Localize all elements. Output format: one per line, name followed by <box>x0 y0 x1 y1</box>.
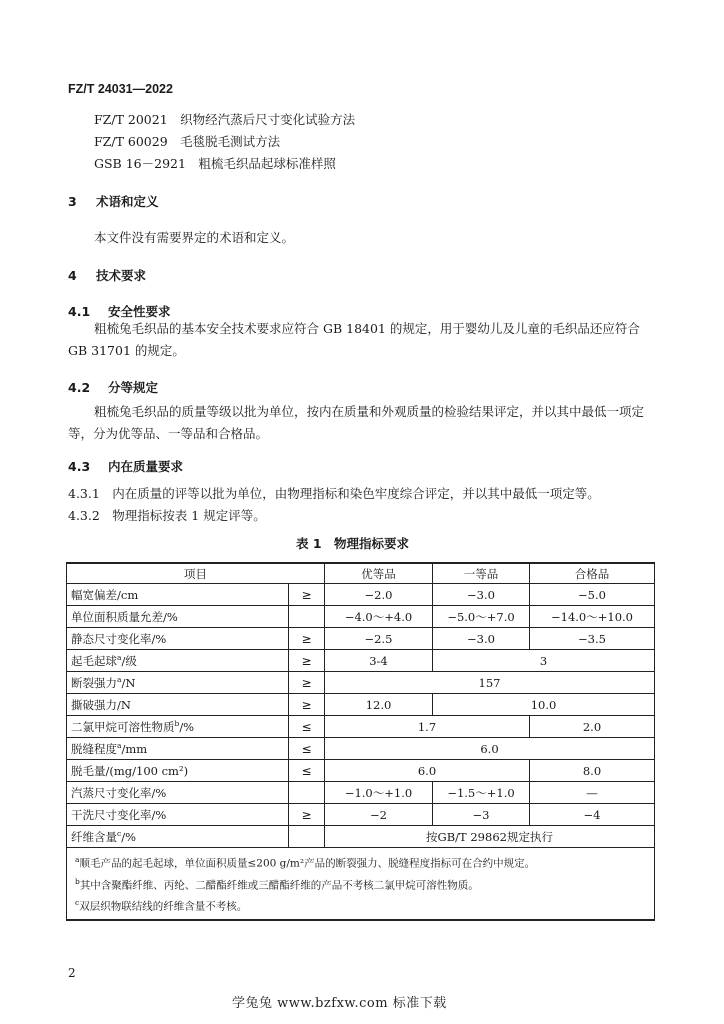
section-title: 分等规定 <box>108 380 159 395</box>
cell-value: −3.5 <box>530 628 655 650</box>
cell-value: 10.0 <box>433 694 655 716</box>
clause-4-3-1: 4.3.1 内在质量的评等以批为单位，由物理指标和染色牢度综合评定，并以其中最低一项定等。 <box>68 486 600 501</box>
table-row <box>67 760 655 782</box>
cell-value: −5.0 <box>530 584 655 606</box>
footnote: $^a$顺毛产品的起毛起球，单位面积质量≤200 g/m²产品的断裂强力、脱缝程度指标可在合约中规定。 <box>75 855 536 870</box>
section-4-1-text: 粗梳兔毛织品的基本安全技术要求应符合 GB 18401 的规定，用于婴幼儿及儿童的毛织品还应符合 GB 31701 的规定。 <box>68 321 640 358</box>
cell-value: 2.0 <box>530 716 655 738</box>
comparison-symbol: ≤ <box>289 716 325 738</box>
comparison-symbol <box>289 826 325 848</box>
cell-value: −2.5 <box>325 628 433 650</box>
section-4-2-heading <box>68 378 158 396</box>
cell-value: −3.0 <box>433 628 530 650</box>
cell-value: −4.0～+4.0 <box>325 606 433 628</box>
comparison-symbol: ≤ <box>289 738 325 760</box>
reference-item: GSB 16－2921 粗梳毛织品起球标准样照 <box>94 156 336 171</box>
table-row <box>67 606 655 628</box>
row-label: 脱缝程度$^a$/mm <box>67 738 289 760</box>
footnote: $^b$其中含聚酯纤维、丙纶、二醋酯纤维或三醋酯纤维的产品不考核二氯甲烷可溶性物质。 <box>75 876 479 891</box>
row-label: 单位面积质量允差/% <box>67 606 289 628</box>
cell-value: −3 <box>433 804 530 826</box>
cell-value: −1.0～+1.0 <box>325 782 433 804</box>
cell-value: −4 <box>530 804 655 826</box>
table-footnotes-row <box>67 848 655 920</box>
section-number: 4 <box>68 268 77 283</box>
clause-4-3-2: 4.3.2 物理指标按表 1 规定评等。 <box>68 508 266 523</box>
table-row <box>67 804 655 826</box>
cell-value: 6.0 <box>325 760 530 782</box>
comparison-symbol: ≤ <box>289 760 325 782</box>
cell-value: — <box>530 782 655 804</box>
cell-value: 157 <box>325 672 655 694</box>
section-title: 安全性要求 <box>108 304 171 319</box>
cell-value: −3.0 <box>433 584 530 606</box>
site-watermark: 学兔兔 www.bzfxw.com 标准下载 <box>232 996 447 1011</box>
row-label: 干洗尺寸变化率/% <box>67 804 289 826</box>
section-3-text: 本文件没有需要界定的术语和定义。 <box>94 230 295 245</box>
cell-value: −2 <box>325 804 433 826</box>
comparison-symbol: ≥ <box>289 650 325 672</box>
page-number: 2 <box>68 966 76 980</box>
cell-value: −1.5～+1.0 <box>433 782 530 804</box>
row-label: 汽蒸尺寸变化率/% <box>67 782 289 804</box>
table-row <box>67 650 655 672</box>
row-label: 脱毛量/(mg/100 cm²) <box>67 760 289 782</box>
cell-value: −2.0 <box>325 584 433 606</box>
header-grade-first: 一等品 <box>433 563 530 584</box>
section-title: 术语和定义 <box>96 194 159 209</box>
comparison-symbol: ≥ <box>289 584 325 606</box>
cell-value: 6.0 <box>325 738 655 760</box>
row-label: 纤维含量$^c$/% <box>67 826 289 848</box>
section-3-heading <box>68 192 159 210</box>
comparison-symbol: ≥ <box>289 672 325 694</box>
table-row <box>67 628 655 650</box>
table-row <box>67 826 655 848</box>
row-label: 起毛起球$^a$/级 <box>67 650 289 672</box>
table-row <box>67 584 655 606</box>
comparison-symbol: ≥ <box>289 804 325 826</box>
reference-item: FZ/T 60029 毛毯脱毛测试方法 <box>94 134 281 149</box>
physical-index-table <box>66 562 655 921</box>
section-title: 内在质量要求 <box>108 459 184 474</box>
section-number: 3 <box>68 194 77 209</box>
section-number: 4.1 <box>68 304 91 319</box>
comparison-symbol: ≥ <box>289 694 325 716</box>
cell-value: 3 <box>433 650 655 672</box>
cell-value: −14.0～+10.0 <box>530 606 655 628</box>
row-label: 静态尺寸变化率/% <box>67 628 289 650</box>
row-label: 撕破强力/N <box>67 694 289 716</box>
section-4-2-text: 粗梳兔毛织品的质量等级以批为单位，按内在质量和外观质量的检验结果评定，并以其中最低一项定等，分为优等品、一等品和合格品。 <box>68 404 645 441</box>
comparison-symbol <box>289 782 325 804</box>
cell-value: 按GB/T 29862规定执行 <box>325 826 655 848</box>
cell-value: 8.0 <box>530 760 655 782</box>
table-row <box>67 782 655 804</box>
section-number: 4.3 <box>68 459 91 474</box>
header-item: 项目 <box>67 563 325 584</box>
table-header-row <box>67 563 655 584</box>
row-label: 断裂强力$^a$/N <box>67 672 289 694</box>
header-grade-superior: 优等品 <box>325 563 433 584</box>
reference-item: FZ/T 20021 织物经汽蒸后尺寸变化试验方法 <box>94 112 356 127</box>
section-number: 4.2 <box>68 380 91 395</box>
footnote: $^c$双层织物联结线的纤维含量不考核。 <box>75 898 248 913</box>
row-label: 二氯甲烷可溶性物质$^b$/% <box>67 716 289 738</box>
section-title: 技术要求 <box>96 268 147 283</box>
table-row <box>67 694 655 716</box>
row-label: 幅宽偏差/cm <box>67 584 289 606</box>
comparison-symbol: ≥ <box>289 628 325 650</box>
cell-value: −5.0～+7.0 <box>433 606 530 628</box>
table-row <box>67 738 655 760</box>
header-grade-qualified: 合格品 <box>530 563 655 584</box>
comparison-symbol <box>289 606 325 628</box>
table-row <box>67 672 655 694</box>
cell-value: 1.7 <box>325 716 530 738</box>
document-code-header: FZ/T 24031—2022 <box>68 82 173 96</box>
section-4-heading <box>68 266 146 284</box>
cell-value: 3-4 <box>325 650 433 672</box>
table-row <box>67 716 655 738</box>
section-4-3-heading <box>68 457 183 475</box>
cell-value: 12.0 <box>325 694 433 716</box>
table-footnotes <box>67 848 655 920</box>
table-caption: 表 1 物理指标要求 <box>296 536 410 551</box>
